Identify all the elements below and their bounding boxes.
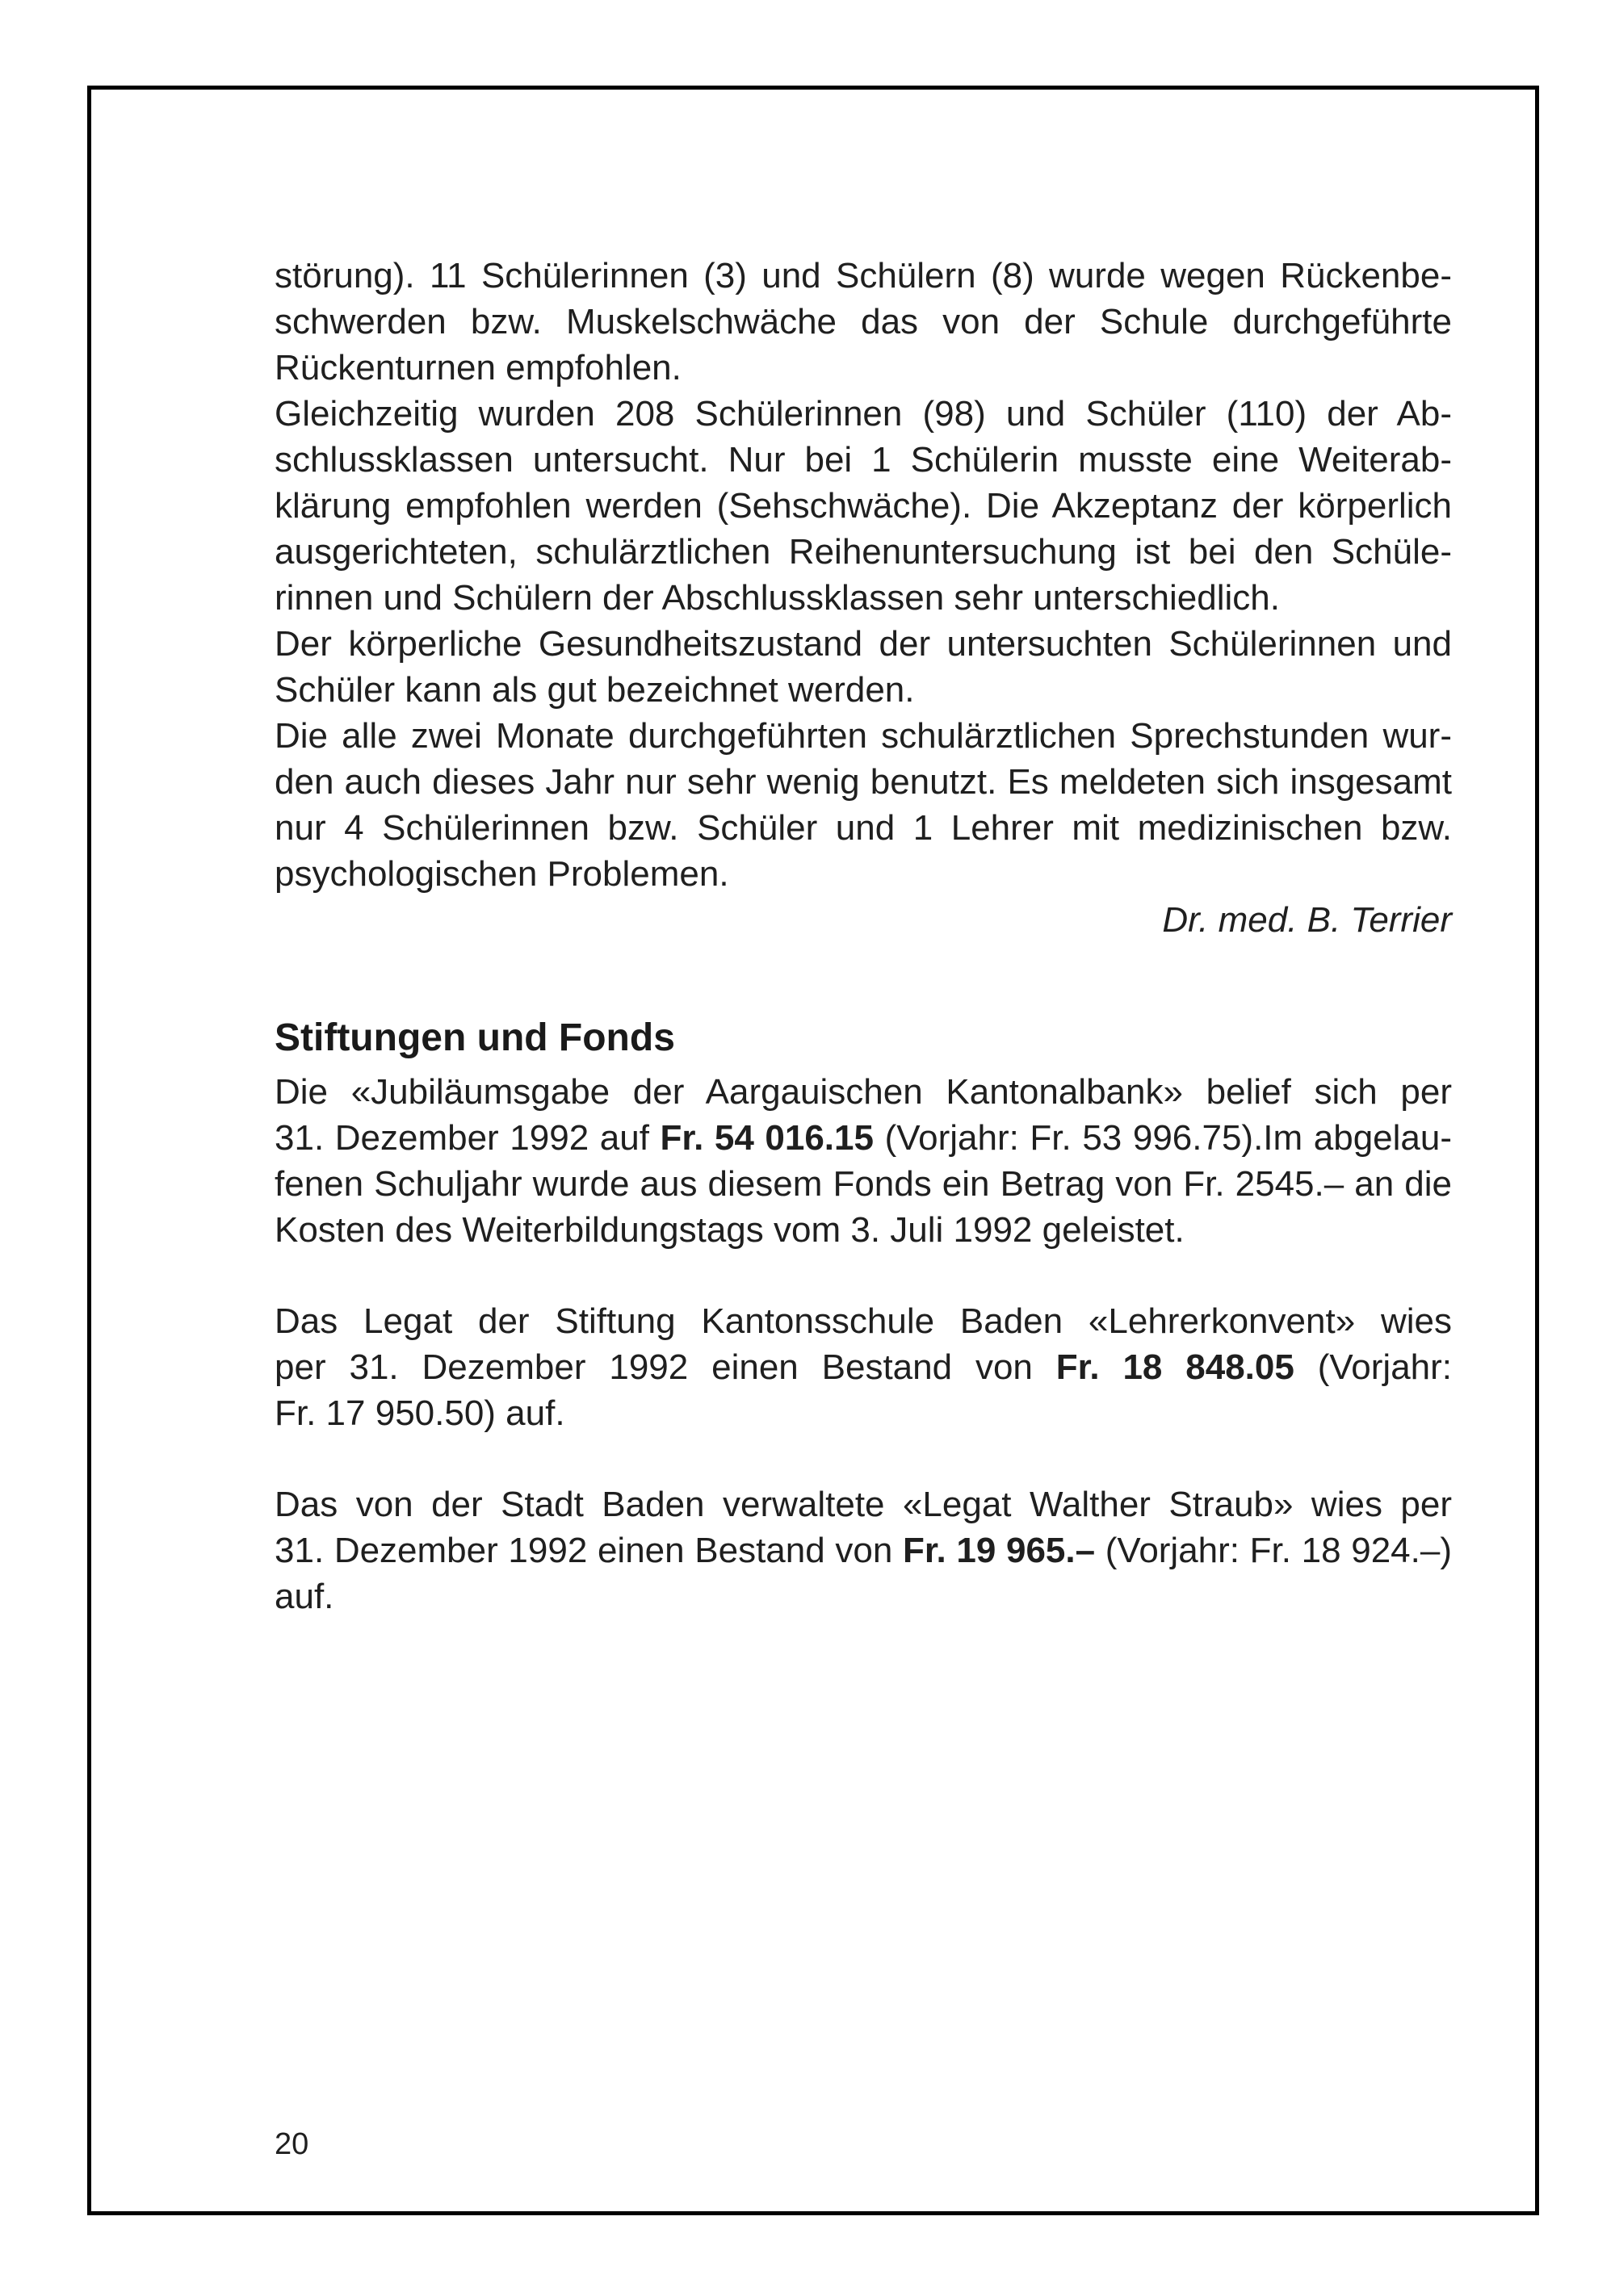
page-number: 20: [275, 2127, 309, 2161]
page-content: [275, 253, 1452, 1619]
text-line: Kosten des Weiterbildungstags vom 3. Juli 1992 geleistet.: [275, 1210, 1185, 1250]
paragraph-final-classes: [275, 391, 1452, 621]
section-heading: Stiftungen und Fonds: [275, 1016, 675, 1059]
text-line: rinnen und Schülern der Abschlussklassen sehr unterschiedlich.: [275, 578, 1280, 618]
text-line: Die alle zwei Monate durchgeführten schulärztlichen Sprechstunden wur-: [275, 716, 1452, 756]
text-line: psychologischen Problemen.: [275, 854, 729, 894]
text-line: schwerden bzw. Muskelschwäche das von der Schule durchgeführte: [275, 302, 1452, 341]
text-line: Schüler kann als gut bezeichnet werden.: [275, 670, 915, 710]
text-segment: (Vorjahr: Fr. 18 924.–): [1095, 1531, 1452, 1570]
text-line: [275, 1344, 1452, 1390]
text-line: Fr. 17 950.50) auf.: [275, 1393, 565, 1433]
paragraph-spacer: [275, 1436, 1452, 1481]
text-line: Rückenturnen empfohlen.: [275, 348, 682, 388]
text-line: nur 4 Schülerinnen bzw. Schüler und 1 Lehrer mit medizinischen bzw.: [275, 808, 1452, 848]
paragraph-spacer: [275, 1253, 1452, 1298]
paragraph-consultation-hours: [275, 713, 1452, 897]
text-line: auf.: [275, 1577, 334, 1616]
paragraph-back-exercise: [275, 253, 1452, 391]
text-line: störung). 11 Schülerinnen (3) und Schülern (8) wurde wegen Rückenbe-: [275, 256, 1452, 295]
paragraph-legat-straub: [275, 1481, 1452, 1619]
fund-amount: Fr. 54 016.15: [660, 1118, 874, 1158]
text-line: Gleichzeitig wurden 208 Schülerinnen (98) und Schüler (110) der Ab-: [275, 394, 1452, 434]
fund-amount: Fr. 18 848.05: [1055, 1347, 1294, 1387]
text-line: ausgerichteten, schulärztlichen Reihenuntersuchung ist bei den Schüle-: [275, 532, 1452, 572]
text-line: klärung empfohlen werden (Sehschwäche). Die Akzeptanz der körperlich: [275, 486, 1452, 526]
text-line: Das von der Stadt Baden verwaltete «Legat Walther Straub» wies per: [275, 1485, 1452, 1524]
text-line: schlussklassen untersucht. Nur bei 1 Schülerin musste eine Weiterab-: [275, 440, 1452, 480]
document-page: [91, 90, 1535, 2211]
text-line: [275, 1115, 1452, 1161]
paragraph-health-status: [275, 621, 1452, 713]
text-line: [275, 1527, 1452, 1573]
paragraph-legat-konvent: [275, 1298, 1452, 1436]
text-segment: per 31. Dezember 1992 einen Bestand von: [275, 1347, 1056, 1387]
fund-amount: Fr. 19 965.–: [902, 1531, 1096, 1570]
text-line: Der körperliche Gesundheitszustand der untersuchten Schülerinnen und: [275, 624, 1452, 664]
text-line: Das Legat der Stiftung Kantonsschule Baden «Lehrerkonvent» wies: [275, 1301, 1452, 1341]
text-line: fenen Schuljahr wurde aus diesem Fonds ein Betrag von Fr. 2545.– an die: [275, 1164, 1452, 1204]
text-segment: (Vorjahr: Fr. 53 996.75).Im abgelau-: [873, 1118, 1453, 1158]
author-signature: Dr. med. B. Terrier: [1162, 900, 1452, 940]
text-segment: 31. Dezember 1992 einen Bestand von: [275, 1531, 903, 1570]
text-line: Die «Jubiläumsgabe der Aargauischen Kantonalbank» belief sich per: [275, 1072, 1452, 1112]
paragraph-jubilee-fund: [275, 1069, 1452, 1253]
text-line: den auch dieses Jahr nur sehr wenig benutzt. Es meldeten sich insgesamt: [275, 762, 1452, 802]
text-segment: 31. Dezember 1992 auf: [275, 1118, 661, 1158]
text-segment: (Vorjahr:: [1294, 1347, 1453, 1387]
